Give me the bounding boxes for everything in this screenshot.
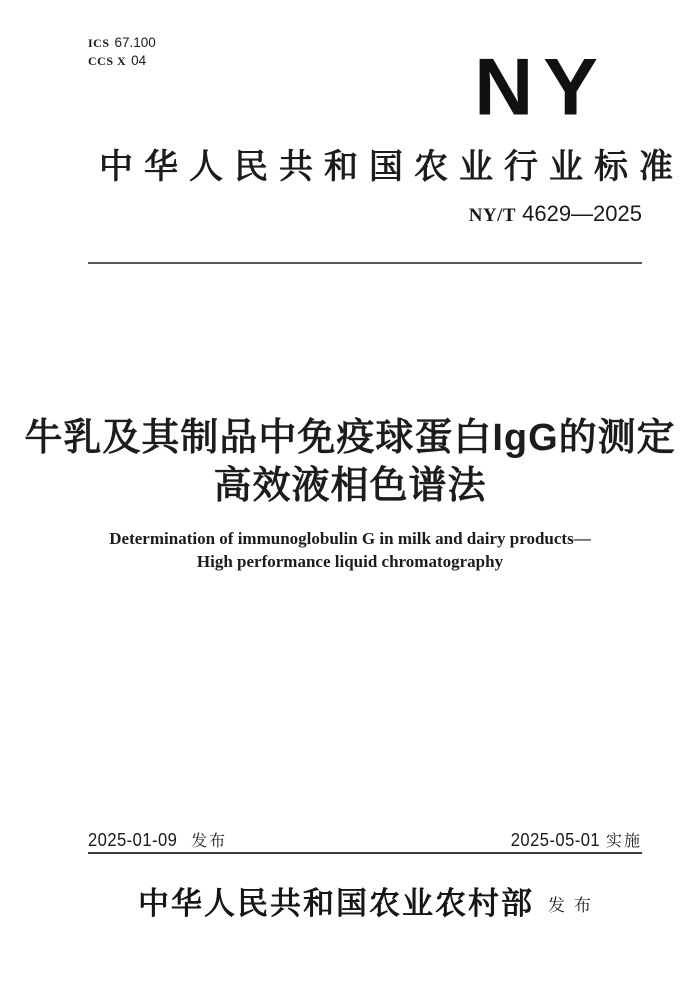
ny-standard-logo: NY <box>474 42 608 133</box>
issue-action-label: 发布 <box>548 896 600 915</box>
ccs-value: 04 <box>131 53 147 68</box>
ics-label: ICS <box>88 36 110 50</box>
main-title-line2: 高效液相色谱法 <box>213 465 487 507</box>
ics-code <box>88 34 156 52</box>
classification-codes <box>88 34 156 70</box>
standard-category-heading: 中华人民共和国农业行业标准 <box>99 149 684 186</box>
publish-label: 发布 <box>191 833 228 850</box>
top-divider <box>88 262 642 264</box>
standard-code <box>469 201 642 227</box>
main-title-chinese <box>0 414 700 510</box>
bottom-divider <box>88 852 642 854</box>
main-title-english <box>0 527 700 573</box>
issuing-authority: 中华人民共和国农业农村部 <box>138 886 534 921</box>
implement-label: 实施 <box>605 833 642 850</box>
ics-value: 67.100 <box>114 35 156 50</box>
footer <box>0 878 700 923</box>
ccs-label: CCS X <box>88 54 127 68</box>
dates-row <box>88 828 642 851</box>
publish-date-group <box>88 828 227 851</box>
english-title-line2: High performance liquid chromatography <box>196 552 504 571</box>
publish-date: 2025-01-09 <box>88 830 178 850</box>
implement-date-group <box>503 828 642 851</box>
standard-code-prefix: NY/T <box>468 205 517 226</box>
implement-date: 2025-05-01 <box>510 830 600 850</box>
standard-code-number: 4629—2025 <box>522 201 642 226</box>
english-title-line1: Determination of immunoglobulin G in milk and dairy products— <box>109 529 591 548</box>
main-title-line1: 牛乳及其制品中免疫球蛋白IgG的测定 <box>24 417 676 459</box>
ccs-code <box>88 52 156 70</box>
